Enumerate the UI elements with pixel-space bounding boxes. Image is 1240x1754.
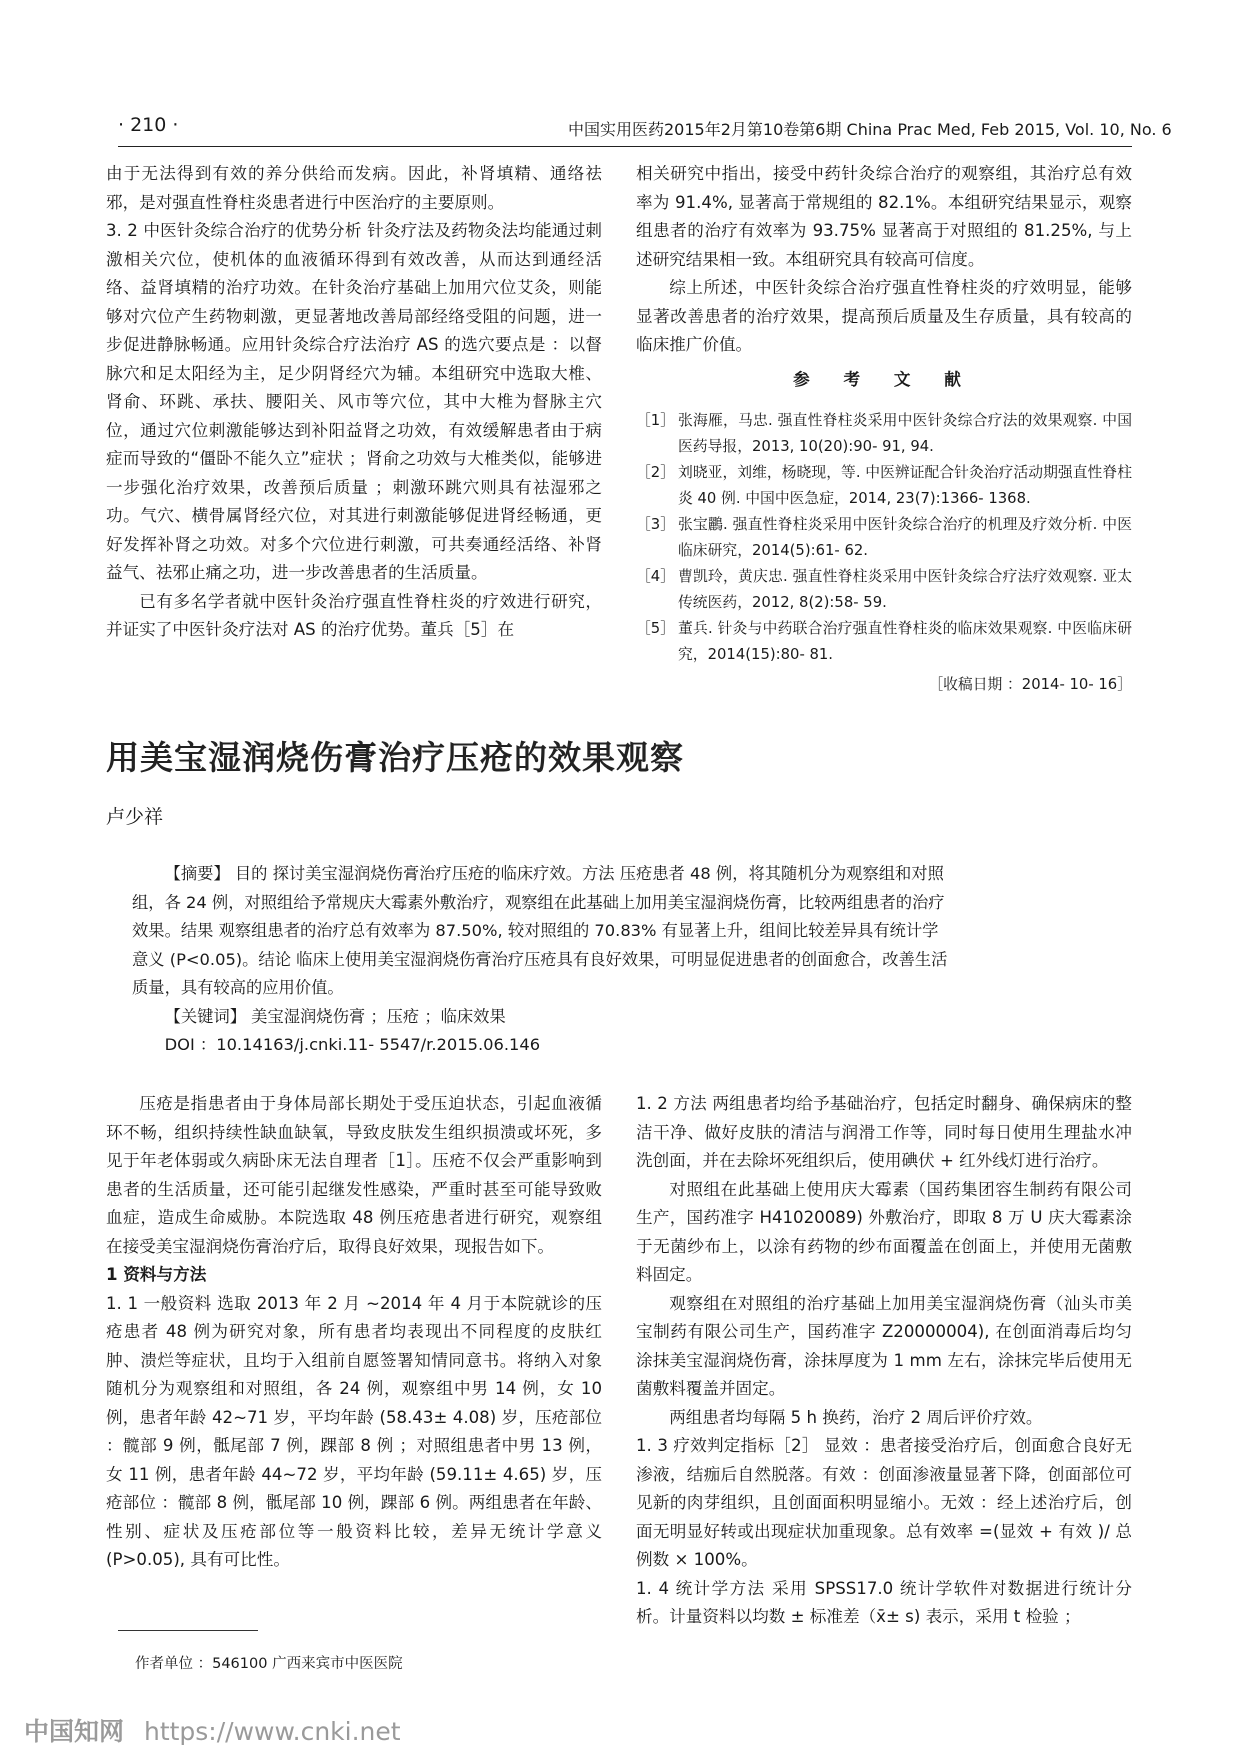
reference-item bbox=[636, 564, 1132, 616]
reference-list bbox=[636, 408, 1132, 668]
paragraph: 已有多名学者就中医针灸治疗强直性脊柱炎的疗效进行研究，并证实了中医针灸疗法对 AS 的治疗优势。董兵［5］在 bbox=[106, 591, 602, 639]
reference-text: 刘晓亚，刘维，杨晓现，等. 中医辨证配合针灸治疗活动期强直性脊柱炎 40 例. 中国中医急症，2014, 23(7):1366- 1368. bbox=[678, 464, 1132, 507]
cnki-watermark[interactable] bbox=[24, 1712, 401, 1748]
article-author: 卢少祥 bbox=[106, 806, 164, 828]
paragraph: 两组患者均每隔 5 h 换药，治疗 2 周后评价疗效。 bbox=[669, 1407, 1043, 1427]
reference-number: ［4］ bbox=[636, 568, 676, 585]
reference-item bbox=[636, 408, 1132, 460]
paragraph: 压疮是指患者由于身体局部长期处于受压迫状态，引起血液循环不畅，组织持续性缺血缺氧，导致皮肤发生组织损溃或坏死，多见于年老体弱或久病卧床无法自理者［1］。压疮不仅会严重影响到患者的生活质量，还可能引起继发性感染，严重时甚至可能导致败血症，造成生命威胁。本院选取 48 例压疮患者进行研究，观察组在接受美宝湿润烧伤膏治疗后，取得良好效果，现报告如下。 bbox=[106, 1094, 602, 1256]
reference-item bbox=[636, 460, 1132, 512]
paragraph: 综上所述，中医针灸综合治疗强直性脊柱炎的疗效明显，能够显著改善患者的治疗效果，提高预后质量及生存质量，具有较高的临床推广价值。 bbox=[636, 278, 1132, 354]
journal-header: 中国实用医药2015年2月第10卷第6期 China Prac Med, Feb 2015, Vol. 10, No. 6 bbox=[568, 120, 1172, 139]
paragraph: 1. 3 疗效判定指标［2］ 显效 ：患者接受治疗后，创面愈合良好无渗液，结痂后自然脱落。有效 ：创面渗液量显著下降，创面部位可见新的肉芽组织，且创面面积明显缩小。无效 ：经上述治疗后，创面无明显好转或出现症状加重现象。总有效率 =(显效 + 有效 )/ 总例数 × 100%。 bbox=[636, 1436, 1132, 1569]
watermark-name: 中国知网 bbox=[24, 1717, 125, 1746]
paragraph: 1. 2 方法 两组患者均给予基础治疗，包括定时翻身、确保病床的整洁干净、做好皮肤的清洁与润滑工作等，同时每日使用生理盐水冲洗创面，并在去除坏死组织后，使用碘伏 + 红外线灯进行治疗。 bbox=[636, 1094, 1132, 1170]
paragraph: 由于无法得到有效的养分供给而发病。因此，补肾填精、通络祛邪，是对强直性脊柱炎患者进行中医治疗的主要原则。 bbox=[106, 164, 602, 212]
reference-number: ［3］ bbox=[636, 516, 676, 533]
reference-text: 张海雁，马忠. 强直性脊柱炎采用中医针灸综合疗法的效果观察. 中国医药导报，2013, 10(20):90- 91, 94. bbox=[678, 412, 1132, 455]
reference-number: ［2］ bbox=[636, 464, 676, 481]
author-affiliation: 作者单位 ：546100 广西来宾市中医医院 bbox=[135, 1656, 403, 1672]
body-right-column bbox=[636, 1090, 1132, 1632]
top-right-column bbox=[636, 160, 1132, 698]
page-number: · 210 · bbox=[118, 114, 179, 136]
watermark-url: https://www.cnki.net bbox=[143, 1717, 401, 1746]
article-title: 用美宝湿润烧伤膏治疗压疮的效果观察 bbox=[106, 738, 684, 777]
abstract-text: 【摘要】 目的 探讨美宝湿润烧伤膏治疗压疮的临床疗效。方法 压疮患者 48 例，将其随机分为观察组和对照组，各 24 例，对照组给予常规庆大霉素外敷治疗，观察组在此基础上加用美宝湿润烧伤膏，比较两组患者的治疗效果。结果 观察组患者的治疗总有效率为 87.50%, 较对照组的 70.83% 有显著上升，组间比较差异具有统计学意义 (P<0.05)。结论 临床上使用美宝湿润烧伤膏治疗压疮具有良好效果，可明显促进患者的创面愈合，改善生活质量，具有较高的应用价值。 bbox=[132, 864, 948, 997]
references-heading: 参 考 文 献 bbox=[793, 369, 975, 389]
paragraph: 3. 2 中医针灸综合治疗的优势分析 针灸疗法及药物灸法均能通过刺激相关穴位，使机体的血液循环得到有效改善，从而达到通经活络、益肾填精的治疗功效。在针灸治疗基础上加用穴位艾灸，则能够对穴位产生药物刺激，更显著地改善局部经络受阻的问题，进一步促进静脉畅通。应用针灸综合疗法治疗 AS 的选穴要点是 ：以督脉穴和足太阳经为主，足少阴肾经穴为辅。本组研究中选取大椎、肾俞、环跳、承扶、腰阳关、风市等穴位，其中大椎为督脉主穴位，通过穴位刺激能够达到补阳益肾之功效，有效缓解患者由于病症而导致的“僵卧不能久立”症状 ；肾俞之功效与大椎类似，能够进一步强化治疗效果，改善预后质量 ；刺激环跳穴则具有祛湿邪之功。气穴、横骨属肾经穴位，对其进行刺激能够促进肾经畅通，更好发挥补肾之功效。对多个穴位进行刺激，可共奏通经活络、补肾益气、祛邪止痛之功，进一步改善患者的生活质量。 bbox=[106, 221, 602, 582]
reference-item bbox=[636, 512, 1132, 564]
paragraph: 相关研究中指出，接受中药针灸综合治疗的观察组，其治疗总有效率为 91.4%, 显著高于常规组的 82.1%。本组研究结果显示，观察组患者的治疗有效率为 93.75% 显著高于对照组的 81.25%, 与上述研究结果相一致。本组研究具有较高可信度。 bbox=[636, 164, 1132, 269]
paragraph: 1. 1 一般资料 选取 2013 年 2 月 ~2014 年 4 月于本院就诊的压疮患者 48 例为研究对象，所有患者均表现出不同程度的皮肤红肿、溃烂等症状，且均于入组前自愿签署知情同意书。将纳入对象随机分为观察组和对照组，各 24 例，观察组中男 14 例，女 10 例，患者年龄 42~71 岁，平均年龄 (58.43± 4.08) 岁，压疮部位 ：髋部 9 例，骶尾部 7 例，踝部 8 例 ；对照组患者中男 13 例，女 11 例，患者年龄 44~72 岁，平均年龄 (59.11± 4.65) 岁，压疮部位 ：髋部 8 例，骶尾部 10 例，踝部 6 例。两组患者在年龄、性别、症状及压疮部位等一般资料比较，差异无统计学意义 (P>0.05), 具有可比性。 bbox=[106, 1293, 602, 1569]
keywords: 【关键词】 美宝湿润烧伤膏 ；压疮 ；临床效果 bbox=[164, 1006, 506, 1026]
reference-text: 曹凯玲，黄庆忠. 强直性脊柱炎采用中医针灸综合疗法疗效观察. 亚太传统医药，2012, 8(2):58- 59. bbox=[678, 568, 1132, 611]
reference-number: ［5］ bbox=[636, 620, 676, 637]
abstract-block bbox=[132, 860, 952, 1060]
reference-text: 张宝鸝. 强直性脊柱炎采用中医针灸综合治疗的机理及疗效分析. 中医临床研究，2014(5):61- 62. bbox=[678, 516, 1132, 559]
footnote-rule bbox=[118, 1630, 258, 1631]
body-left-column bbox=[106, 1090, 602, 1575]
paragraph: 1. 4 统计学方法 采用 SPSS17.0 统计学软件对数据进行统计分析。计量资料以均数 ± 标准差（x̄± s) 表示，采用 t 检验 ； bbox=[636, 1578, 1132, 1626]
paragraph: 对照组在此基础上使用庆大霉素（国药集团容生制药有限公司生产，国药准字 H41020089) 外敷治疗，即取 8 万 U 庆大霉素涂于无菌纱布上，以涂有药物的纱布面覆盖在创面上，并使用无菌敷料固定。 bbox=[636, 1179, 1132, 1284]
reference-text: 董兵. 针灸与中药联合治疗强直性脊柱炎的临床效果观察. 中医临床研究，2014(15):80- 81. bbox=[678, 620, 1132, 663]
header-rule bbox=[118, 146, 1132, 147]
paragraph: 观察组在对照组的治疗基础上加用美宝湿润烧伤膏（汕头市美宝制药有限公司生产，国药准字 Z20000004), 在创面消毒后均匀涂抹美宝湿润烧伤膏，涂抹厚度为 1 mm 左右，涂抹完毕后使用无菌敷料覆盖并固定。 bbox=[636, 1293, 1132, 1398]
top-left-column bbox=[106, 160, 602, 645]
section-heading: 1 资料与方法 bbox=[106, 1265, 207, 1284]
reference-item bbox=[636, 616, 1132, 668]
received-date: ［收稿日期 ：2014- 10- 16］ bbox=[928, 676, 1132, 693]
doi: DOI ：10.14163/j.cnki.11- 5547/r.2015.06.146 bbox=[164, 1035, 541, 1054]
reference-number: ［1］ bbox=[636, 412, 676, 429]
